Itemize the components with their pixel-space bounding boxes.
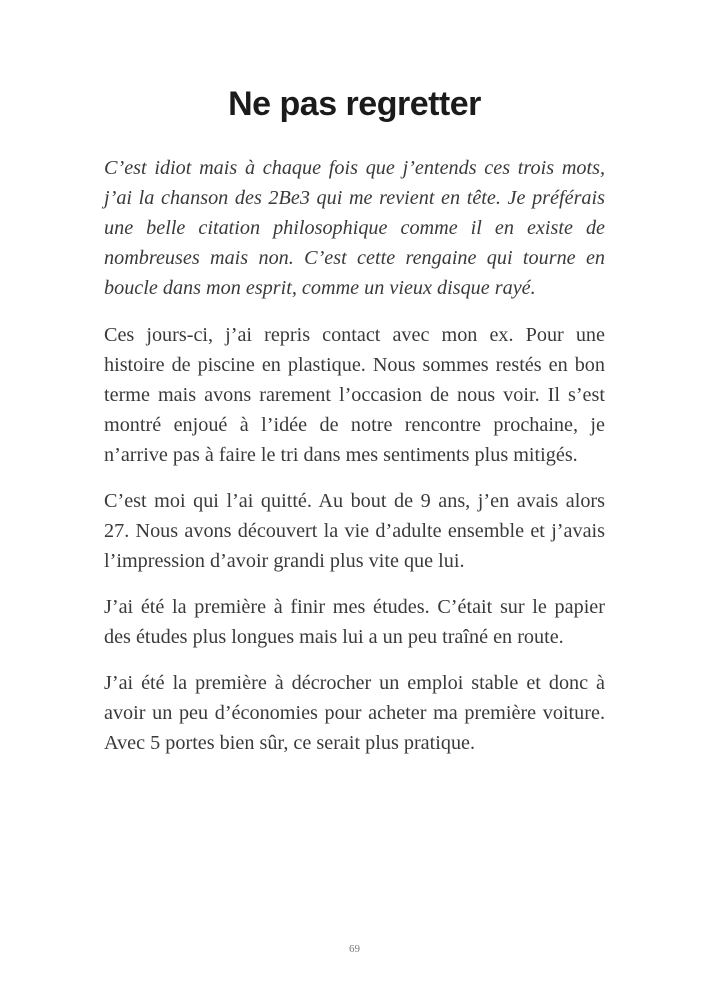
chapter-title: Ne pas regretter	[228, 85, 481, 123]
body-paragraph: J’ai été la première à finir mes études. C’était sur le papier des études plus longues mais lui a un peu traîné en route.	[104, 596, 605, 648]
body-paragraph: C’est moi qui l’ai quitté. Au bout de 9 ans, j’en avais alors 27. Nous avons découvert la vie d’adulte ensemble et j’avais l’impression d’avoir grandi plus vite que lui.	[104, 490, 605, 572]
page-number: 69	[349, 943, 360, 955]
body-paragraph: Ces jours-ci, j’ai repris contact avec mon ex. Pour une histoire de piscine en plastique. Nous sommes restés en bon terme mais avons rarement l’occasion de nous voir. Il s’est montré enjoué à l’idée de notre rencontre prochaine, je n’arrive pas à faire le tri dans mes sentiments plus mitigés.	[104, 324, 605, 466]
chapter-body	[104, 153, 605, 774]
body-paragraph: J’ai été la première à décrocher un emploi stable et donc à avoir un peu d’économies pour acheter ma première voiture. Avec 5 portes bien sûr, ce serait plus pratique.	[104, 672, 605, 754]
intro-paragraph: C’est idiot mais à chaque fois que j’entends ces trois mots, j’ai la chanson des 2Be3 qui me revient en tête. Je préférais une belle citation philosophique comme il en existe de nombreuses mais non. C’est cette rengaine qui tourne en boucle dans mon esprit, comme un vieux disque rayé.	[104, 157, 605, 299]
